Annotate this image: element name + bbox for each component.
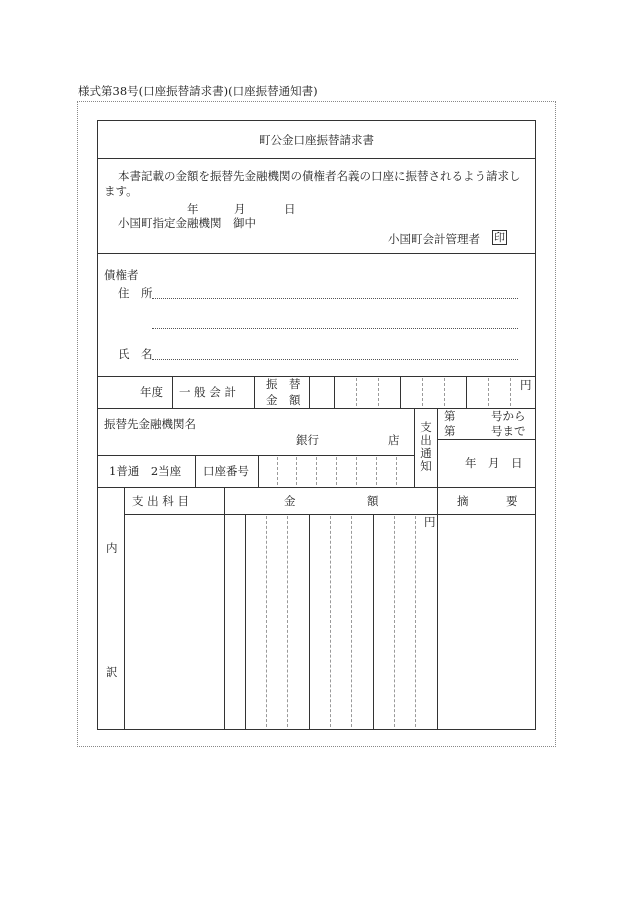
no-to-suffix: 号まで [491, 424, 526, 438]
notice-char-3: 通 [420, 446, 432, 460]
bank-suffix: 銀行 [296, 433, 319, 447]
amount-group-1 [245, 514, 246, 729]
date-month-label: 月 [234, 202, 246, 216]
divider-amount-label [309, 376, 310, 408]
notice-left-border [414, 408, 415, 487]
amount-sep-5 [394, 516, 395, 727]
no-to-prefix: 第 [444, 424, 456, 438]
notice-char-4: 知 [420, 459, 432, 473]
bank-divider [98, 487, 535, 488]
details-header-divider [124, 514, 535, 515]
no-from-suffix: 号から [491, 409, 526, 423]
acct-digit-7 [396, 457, 397, 485]
digit-sep-4 [444, 378, 445, 406]
account-number-label: 口座番号 [203, 464, 249, 478]
amount-sep-1 [266, 516, 267, 727]
request-divider [98, 253, 535, 254]
digit-sep-5 [488, 378, 489, 406]
branch-suffix: 店 [388, 433, 400, 447]
no-from-prefix: 第 [444, 409, 456, 423]
name-label: 氏 名 [118, 347, 153, 361]
request-text-line1: 本書記載の金額を振替先金融機関の債権者名義の口座に振替されるよう請求し [118, 169, 521, 183]
digit-sep-3 [422, 378, 423, 406]
acct-digit-1 [277, 457, 278, 485]
col-item-border [224, 487, 225, 729]
col-summary-header-1: 摘 [457, 494, 469, 508]
acct-digit-4 [336, 457, 337, 485]
divider-account [254, 376, 255, 408]
divider-account-type [195, 455, 196, 487]
address-label: 住 所 [118, 286, 153, 300]
amount-sep-2 [287, 516, 288, 727]
request-text-line2: ます。 [104, 184, 138, 198]
title-divider [98, 158, 535, 159]
details-label-top: 内 [106, 541, 118, 555]
amount-group-3 [373, 514, 374, 729]
fiscal-year-label: 年度 [140, 385, 163, 399]
date-day-label: 日 [284, 202, 296, 216]
digit-sep-6 [510, 378, 511, 406]
creditor-divider [98, 376, 535, 377]
notice-date: 年 月 日 [465, 456, 523, 470]
col-amount-header-1: 金 [284, 494, 296, 508]
treasurer-label: 小国町会計管理者 [388, 232, 480, 246]
digit-sep-1 [356, 378, 357, 406]
bank-name-divider [98, 455, 414, 456]
addressee: 小国町指定金融機関 御中 [118, 216, 256, 230]
amount-sep-3 [330, 516, 331, 727]
amount-sep-6 [415, 516, 416, 727]
notice-char-1: 支 [420, 420, 432, 434]
address-line-2 [152, 328, 518, 329]
address-line-1 [152, 298, 518, 299]
details-yen: 円 [424, 515, 436, 529]
digit-sep-2 [378, 378, 379, 406]
transfer-yen: 円 [520, 378, 532, 392]
date-year-label: 年 [187, 202, 199, 216]
bank-label: 振替先金融機関名 [104, 417, 196, 431]
acct-digit-6 [376, 457, 377, 485]
details-label-bottom: 訳 [106, 665, 118, 679]
acct-digit-3 [316, 457, 317, 485]
transfer-divider [98, 408, 535, 409]
account-types: 1普通 2当座 [109, 464, 182, 478]
transfer-amount-label-1: 振 替 [266, 377, 301, 391]
col-summary-header-2: 要 [506, 494, 518, 508]
name-line [152, 359, 518, 360]
seal-box: 印 [494, 231, 505, 244]
form-title: 町公金口座振替請求書 [259, 133, 374, 147]
details-side-border [124, 487, 125, 729]
notice-number-divider [437, 439, 535, 440]
notice-inner-border [437, 408, 438, 487]
acct-digit-2 [296, 457, 297, 485]
divider-account-number [258, 455, 259, 487]
digit-group-1 [334, 376, 335, 408]
transfer-amount-label-2: 金 額 [266, 393, 301, 407]
digit-group-2 [400, 376, 401, 408]
account-type: 一 般 会 計 [179, 385, 236, 399]
divider-fy [172, 376, 173, 408]
creditor-heading: 債権者 [104, 268, 139, 282]
amount-sep-4 [351, 516, 352, 727]
col-amount-header-2: 額 [367, 494, 379, 508]
digit-group-3 [466, 376, 467, 408]
notice-char-2: 出 [420, 433, 432, 447]
amount-group-2 [309, 514, 310, 729]
acct-digit-5 [356, 457, 357, 485]
col-item-header: 支 出 科 目 [132, 494, 189, 508]
col-amount-border [437, 487, 438, 729]
form-number: 様式第38号(口座振替請求書)(口座振替通知書) [78, 84, 318, 98]
